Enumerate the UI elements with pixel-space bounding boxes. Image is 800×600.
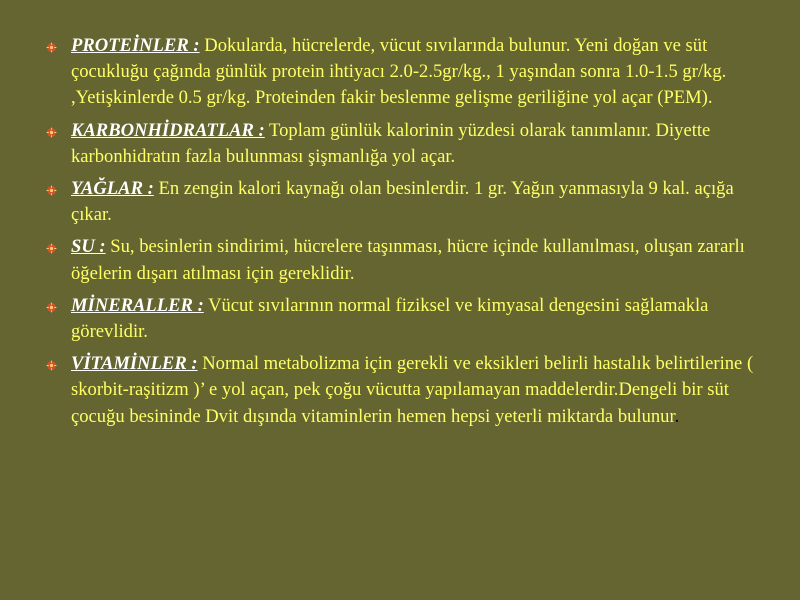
term-label: YAĞLAR : — [71, 178, 154, 200]
bullet-icon — [46, 185, 57, 196]
bullet-icon — [46, 243, 57, 254]
list-item-mineraller — [46, 293, 766, 345]
bullet-icon — [46, 127, 57, 138]
bullet-icon — [46, 360, 57, 371]
bullet-icon — [46, 42, 57, 53]
list-item-vitaminler — [46, 351, 766, 430]
item-text: Normal metabolizma için gerekli ve eksikleri belirli hastalık belirtilerine ( skorbit-raşitizm )’ e yol açan, pek çoğu vücutta yapılamayan maddelerdir.Dengeli bir süt çocuğu besininde Dvit dışında vitaminlerin hemen hepsi yeterli miktarda bulunur — [71, 353, 754, 427]
term-label: VİTAMİNLER : — [71, 353, 198, 375]
term-label: SU : — [71, 236, 106, 258]
list-item-yaglar — [46, 176, 766, 228]
term-label: KARBONHİDRATLAR : — [71, 119, 265, 141]
bullet-list — [46, 33, 766, 436]
item-text: En zengin kalori kaynağı olan besinlerdir. 1 gr. Yağın yanmasıyla 9 kal. açığa çıkar. — [71, 178, 734, 226]
term-label: PROTEİNLER : — [71, 35, 200, 56]
term-label: MİNERALLER : — [71, 294, 204, 316]
end-period: . — [674, 405, 680, 427]
bullet-icon — [46, 302, 57, 313]
item-text: Su, besinlerin sindirimi, hücrelere taşınması, hücre içinde kullanılması, oluşan zararlı öğelerin dışarı atılması için gereklidir. — [71, 236, 745, 284]
item-text: Vücut sıvılarının normal fiziksel ve kimyasal dengesini sağlamakla görevlidir. — [71, 294, 709, 343]
list-item-su — [46, 234, 766, 286]
list-item-karbonhidratlar — [46, 118, 766, 170]
item-text: Dokularda, hücrelerde, vücut sıvılarında bulunur. Yeni doğan ve süt çocukluğu çağında günlük protein ihtiyacı 2.0-2.5gr/kg., 1 yaşından sonra 1.0-1.5 gr/kg. ,Yetişkinlerde 0.5 gr/kg. Proteinden fakir beslenme gelişme geriliğine yol açar (PEM). — [71, 35, 727, 109]
list-item-proteinler — [46, 33, 766, 112]
item-text: Toplam günlük kalorinin yüzdesi olarak tanımlanır. Diyette karbonhidratın fazla bulunması şişmanlığa yol açar. — [71, 119, 711, 167]
